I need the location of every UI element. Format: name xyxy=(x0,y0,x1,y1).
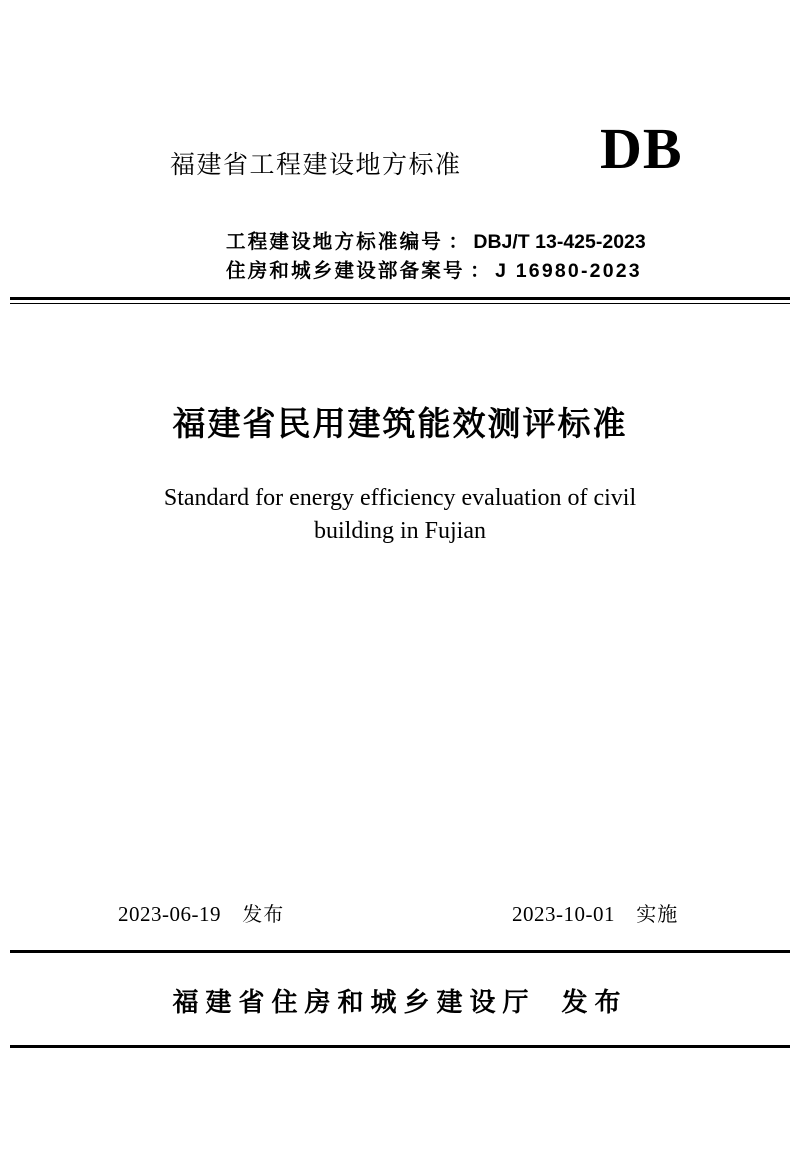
publisher-line xyxy=(0,982,800,1019)
publisher-verb: 发布 xyxy=(561,987,628,1017)
page-title-chinese: 福建省民用建筑能效测评标准 xyxy=(172,405,628,442)
page-title-english-line-1: Standard for energy efficiency evaluation of civil xyxy=(163,485,637,511)
standard-code-colon: ： xyxy=(448,231,468,253)
db-mark: DB xyxy=(600,116,683,181)
effective-date-group xyxy=(512,898,678,927)
issue-date-label: 发布 xyxy=(242,904,285,926)
filing-code-label: 住房和城乡建设部备案号 xyxy=(226,260,465,282)
filing-code-colon: ： xyxy=(470,260,490,282)
publisher-name: 福建省住房和城乡建设厅 xyxy=(172,987,536,1017)
filing-code-line xyxy=(226,257,646,286)
filing-code-value: J 16980-2023 xyxy=(495,260,642,282)
issue-date-value: 2023-06-19 xyxy=(118,902,221,926)
header-divider-thin xyxy=(10,303,790,304)
standard-code-block xyxy=(226,228,646,286)
standard-code-value: DBJ/T 13-425-2023 xyxy=(473,231,646,253)
standard-code-label: 工程建设地方标准编号 xyxy=(226,231,444,253)
standard-code-line xyxy=(226,228,646,257)
issue-date-group xyxy=(118,898,284,927)
header-divider-thick xyxy=(10,297,790,300)
footer-divider-top xyxy=(10,950,790,953)
dates-row xyxy=(0,898,800,928)
page-title-english xyxy=(0,482,800,548)
footer-divider-bottom xyxy=(10,1045,790,1048)
header-block xyxy=(0,0,800,300)
standard-series-label: 福建省工程建设地方标准 xyxy=(170,151,462,179)
effective-date-value: 2023-10-01 xyxy=(512,902,615,926)
page-title-english-line-2: building in Fujian xyxy=(313,518,486,544)
effective-date-label: 实施 xyxy=(636,904,679,926)
